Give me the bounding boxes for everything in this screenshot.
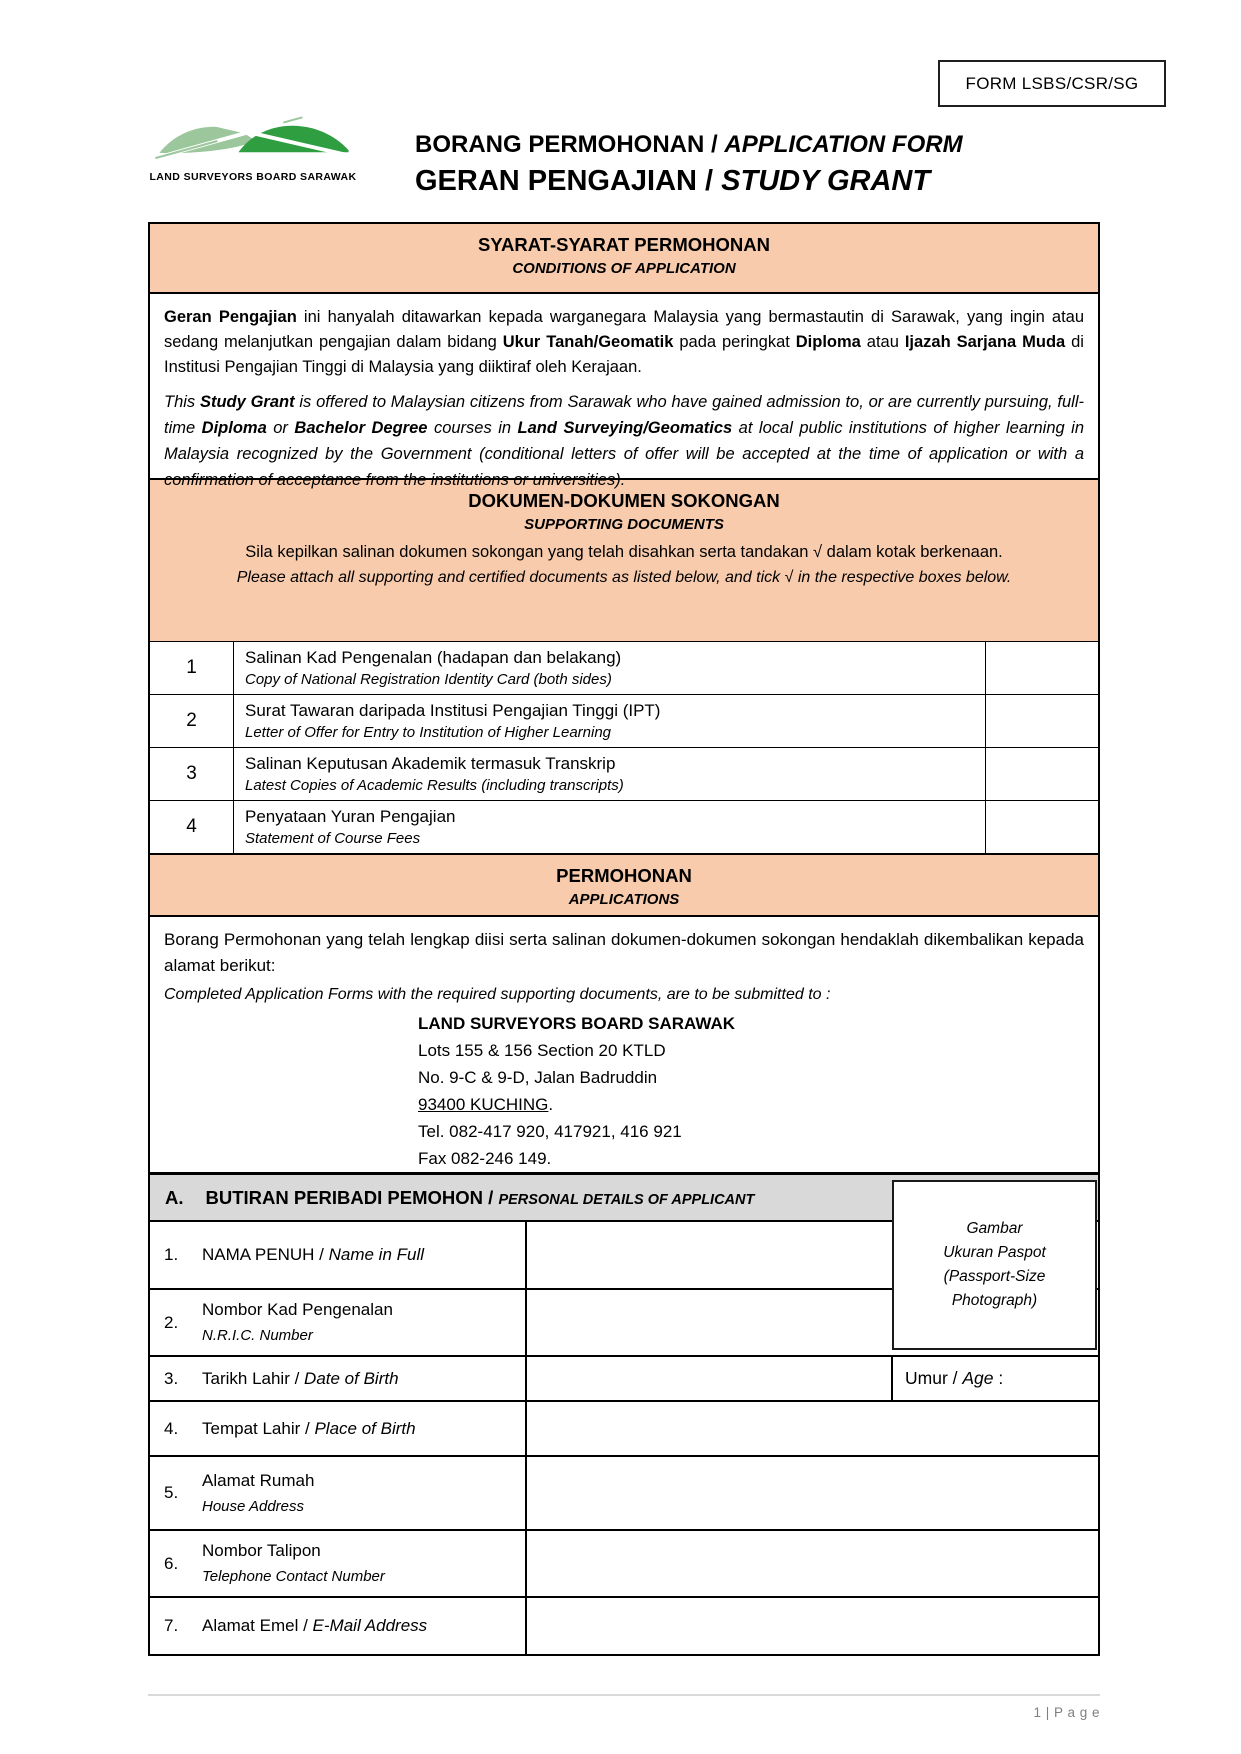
row-number: 3.	[164, 1368, 179, 1388]
supporting-documents-note-en: Please attach all supporting and certified documents as listed below, and tick √ in the respective boxes below.	[236, 569, 1012, 586]
document-row-2	[150, 695, 1098, 748]
applications-paragraph-en: Completed Application Forms with the required supporting documents, are to be submitted to :	[164, 986, 831, 1003]
row-label: Alamat Rumah	[202, 1470, 315, 1490]
applications-paragraph-my: Borang Permohonan yang telah lengkap diisi serta salinan dokumen-dokumen sokongan hendaklah dikembalikan kepada alamat berikut:	[164, 930, 1084, 975]
photo-box-line: (Passport-Size	[943, 1268, 1046, 1285]
row-sublabel: House Address	[202, 1497, 304, 1515]
email-address-input[interactable]	[527, 1598, 1098, 1654]
applications-body	[150, 917, 1098, 1172]
row-sublabel: Telephone Contact Number	[202, 1568, 385, 1585]
row-email-address	[150, 1598, 1098, 1654]
form-title	[415, 130, 963, 199]
document-number: 2	[150, 695, 234, 747]
personal-details-title: BUTIRAN PERIBADI PEMOHON / PERSONAL DETAILS OF APPLICANT	[205, 1186, 755, 1208]
address-line: No. 9-C & 9-D, Jalan Badruddin	[418, 1068, 658, 1087]
personal-details-table	[148, 1173, 1100, 1656]
row-place-of-birth	[150, 1402, 1098, 1457]
row-sublabel: N.R.I.C. Number	[202, 1327, 313, 1344]
address-line: Fax 082-246 149.	[418, 1149, 552, 1168]
applications-header	[150, 854, 1098, 917]
document-desc-my: Penyataan Yuran Pengajian	[245, 807, 456, 826]
logo-caption: LAND SURVEYORS BOARD SARAWAK	[149, 171, 357, 183]
age-label: Umur / Age :	[905, 1368, 1004, 1388]
document-checkbox-3[interactable]	[986, 748, 1098, 800]
row-number: 2.	[164, 1312, 179, 1332]
document-desc-en: Statement of Course Fees	[245, 830, 421, 847]
document-desc-my: Surat Tawaran daripada Institusi Pengajian Tinggi (IPT)	[245, 701, 661, 720]
date-of-birth-input[interactable]	[527, 1357, 891, 1400]
document-row-4	[150, 801, 1098, 854]
row-number: 4.	[164, 1418, 179, 1438]
address-line: Tel. 082-417 920, 417921, 416 921	[418, 1122, 682, 1141]
document-row-3	[150, 748, 1098, 801]
document-number: 3	[150, 748, 234, 800]
row-number: 5.	[164, 1483, 179, 1502]
document-number: 1	[150, 642, 234, 694]
row-number: 7.	[164, 1616, 179, 1635]
document-desc-my: Salinan Kad Pengenalan (hadapan dan belakang)	[245, 648, 622, 667]
conditions-title-en: CONDITIONS OF APPLICATION	[512, 260, 736, 277]
supporting-documents-title-en: SUPPORTING DOCUMENTS	[524, 516, 724, 533]
address-line: LAND SURVEYORS BOARD SARAWAK	[418, 1014, 736, 1033]
row-label: Nombor Kad Pengenalan	[202, 1300, 393, 1319]
address-line: Lots 155 & 156 Section 20 KTLD	[418, 1041, 666, 1060]
row-label: Tarikh Lahir / Date of Birth	[202, 1368, 399, 1388]
place-of-birth-input[interactable]	[527, 1402, 1098, 1455]
form-title-line2: GERAN PENGAJIAN / STUDY GRANT	[415, 165, 931, 197]
row-number: 1.	[164, 1245, 179, 1264]
address-line: 93400 KUCHING.	[418, 1095, 554, 1114]
conditions-table	[148, 222, 1100, 1174]
row-telephone-number	[150, 1531, 1098, 1598]
lsbs-logo	[146, 112, 360, 183]
board-address-block	[418, 1010, 1084, 1172]
conditions-paragraph-my: Geran Pengajian ini hanyalah ditawarkan kepada warganegara Malaysia yang bermastautin di Sarawak, yang ingin atau sedang melanjutkan pengajian dalam bidang Ukur Tanah/Geomatik pada peringkat Diploma atau Ijazah Sarjana Muda di Institusi Pengajian Tinggi di Malaysia yang diiktiraf oleh Kerajaan.	[164, 308, 1085, 376]
row-label: Nombor Talipon	[202, 1541, 321, 1560]
document-desc-en: Letter of Offer for Entry to Institution of Higher Learning	[245, 724, 612, 741]
footer-divider	[148, 1694, 1100, 1696]
page-number: 1 | P a g e	[1033, 1705, 1100, 1720]
conditions-header	[150, 224, 1098, 294]
form-title-line1: BORANG PERMOHONAN / APPLICATION FORM	[415, 131, 963, 158]
form-code-box	[938, 60, 1166, 107]
land-surveyors-board-logo-icon	[146, 112, 360, 170]
photo-box-line: Gambar	[966, 1220, 1023, 1237]
conditions-body	[150, 294, 1098, 489]
row-label: Alamat Emel / E-Mail Address	[202, 1616, 428, 1635]
document-row-1	[150, 642, 1098, 695]
photo-box-line: Ukuran Paspot	[943, 1244, 1046, 1261]
applications-title-my: PERMOHONAN	[556, 865, 692, 886]
document-desc-my: Salinan Keputusan Akademik termasuk Transkrip	[245, 754, 616, 773]
form-code-label: FORM LSBS/CSR/SG	[965, 73, 1139, 93]
applications-title-en: APPLICATIONS	[568, 891, 680, 908]
document-checkbox-1[interactable]	[986, 642, 1098, 694]
passport-photo-area[interactable]	[892, 1180, 1097, 1350]
house-address-input[interactable]	[527, 1457, 1098, 1529]
document-checkbox-4[interactable]	[986, 801, 1098, 853]
photo-box-line: Photograph)	[951, 1292, 1038, 1309]
telephone-number-input[interactable]	[527, 1531, 1098, 1596]
section-letter: A.	[165, 1186, 184, 1208]
row-label: NAMA PENUH / Name in Full	[202, 1245, 425, 1264]
supporting-documents-header	[150, 480, 1098, 642]
document-checkbox-2[interactable]	[986, 695, 1098, 747]
document-number: 4	[150, 801, 234, 853]
document-desc-en: Copy of National Registration Identity Card (both sides)	[245, 671, 612, 688]
row-number: 6.	[164, 1553, 179, 1573]
document-desc-en: Latest Copies of Academic Results (including transcripts)	[245, 777, 624, 794]
row-house-address	[150, 1457, 1098, 1531]
supporting-documents-note-my: Sila kepilkan salinan dokumen sokongan yang telah disahkan serta tandakan √ dalam kotak berkenaan.	[245, 543, 1003, 561]
conditions-paragraph-en: This Study Grant is offered to Malaysian citizens from Sarawak who have gained admission to, or are currently pursuing, full-time Diploma or Bachelor Degree courses in Land Surveying/Geomatics at local public institutions of higher learning in Malaysia recognized by the Government (conditional letters of offer will be accepted at the time of application or with a confirmation of acceptance from the institutions or universities).	[164, 393, 1085, 489]
supporting-documents-title-my: DOKUMEN-DOKUMEN SOKONGAN	[468, 490, 780, 511]
conditions-title-my: SYARAT-SYARAT PERMOHONAN	[478, 234, 770, 255]
row-label: Tempat Lahir / Place of Birth	[202, 1418, 416, 1438]
row-date-of-birth	[150, 1357, 1098, 1402]
